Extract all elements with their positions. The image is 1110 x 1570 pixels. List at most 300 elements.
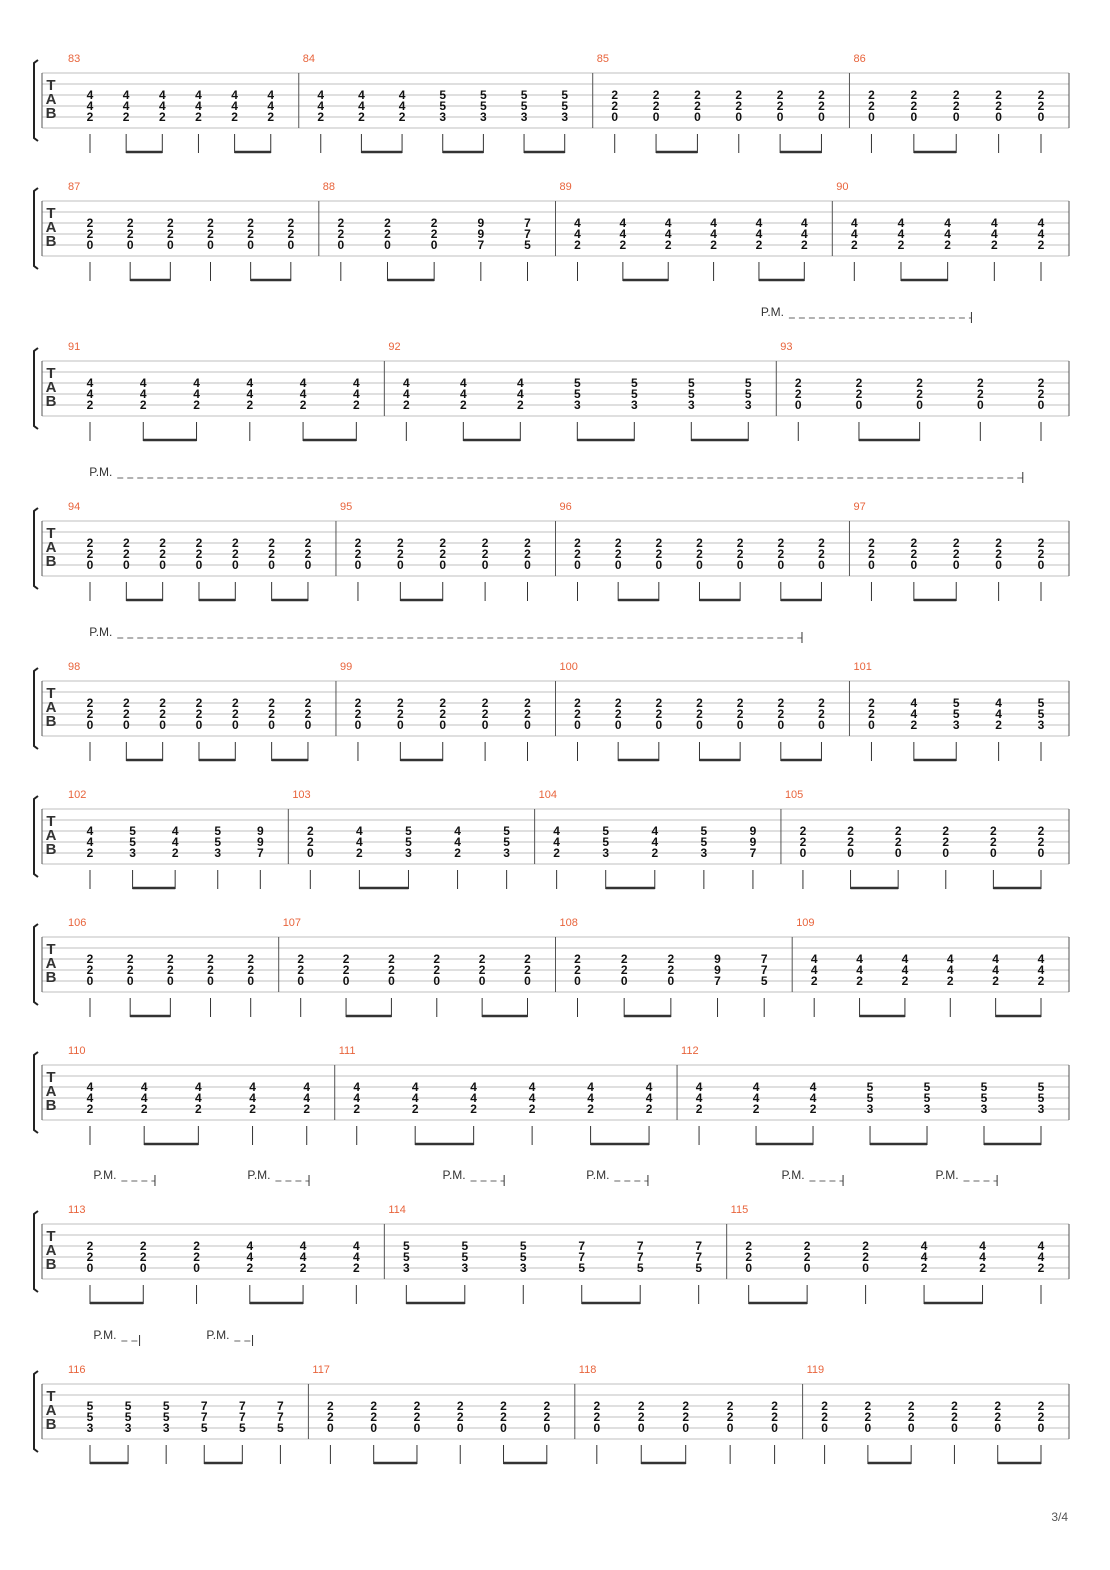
fret-number: 4 [619,227,627,241]
tab-clef-letter: B [45,1256,57,1273]
fret-number: 0 [126,238,134,252]
fret-number: 2 [847,835,854,849]
fret-number: 2 [86,536,94,550]
fret-number: 4 [809,1080,817,1094]
fret-number: 3 [687,398,695,412]
fret-number: 0 [910,558,918,572]
fret-number: 4 [249,1080,256,1094]
tab-clef-letter: B [45,969,57,986]
fret-number: 4 [352,387,360,401]
fret-number: 2 [976,376,984,390]
fret-number: 2 [726,1399,734,1413]
fret-number: 7 [200,1399,208,1413]
fret-number: 2 [397,547,404,561]
tab-clef-letter: B [45,1416,57,1433]
fret-number: 5 [439,99,447,113]
fret-number: 2 [593,1410,601,1424]
fret-number: 2 [193,1239,200,1253]
measure-number: 106 [68,917,87,929]
fret-number: 2 [818,547,825,561]
fret-number: 3 [129,846,136,860]
fret-number: 7 [277,1399,284,1413]
fret-number: 2 [268,547,275,561]
tab-clef-letter: A [45,379,57,396]
fret-number: 7 [636,1239,644,1253]
fret-number: 0 [847,846,854,860]
fret-number: 0 [620,974,628,988]
fret-number: 3 [405,846,412,860]
fret-number: 3 [980,1102,988,1116]
fret-number: 4 [86,387,94,401]
fret-number: 2 [167,963,174,977]
fret-number: 0 [611,110,619,124]
fret-number: 2 [777,547,785,561]
fret-number: 7 [695,1250,703,1264]
fret-number: 0 [478,974,486,988]
fret-number: 2 [413,1399,421,1413]
fret-number: 2 [553,846,560,860]
fret-number: 2 [354,547,362,561]
fret-number: 2 [868,696,875,710]
fret-number: 2 [246,398,254,412]
measure-number: 98 [68,661,81,673]
fret-number: 2 [304,536,312,550]
system-brace [34,668,38,749]
fret-number: 0 [439,558,447,572]
fret-number: 2 [159,536,166,550]
fret-number: 5 [277,1421,284,1435]
fret-number: 5 [602,824,610,838]
fret-number: 0 [894,846,902,860]
fret-number: 5 [405,835,412,849]
tab-clef-letter: T [46,685,56,702]
fret-number: 2 [528,1102,536,1116]
fret-number: 5 [1037,707,1045,721]
fret-number: 5 [866,1091,874,1105]
tab-clef-letter: B [45,1097,57,1114]
fret-number: 3 [86,1421,94,1435]
fret-number: 2 [910,718,918,732]
fret-number: 2 [159,696,166,710]
fret-number: 7 [477,238,485,252]
fret-number: 0 [995,558,1002,572]
fret-number: 0 [655,558,663,572]
fret-number: 2 [86,547,94,561]
fret-number: 4 [810,963,818,977]
fret-number: 2 [695,1102,703,1116]
fret-number: 2 [1037,376,1045,390]
fret-number: 4 [352,1250,360,1264]
fret-number: 2 [195,547,203,561]
fret-number: 4 [358,88,365,102]
fret-number: 0 [439,718,447,732]
fret-number: 4 [398,99,406,113]
fret-number: 2 [862,1239,869,1253]
fret-number: 0 [735,110,743,124]
fret-number: 2 [397,707,404,721]
fret-number: 2 [667,952,675,966]
fret-number: 2 [868,88,875,102]
fret-number: 2 [543,1410,551,1424]
fret-number: 5 [602,835,610,849]
fret-number: 2 [794,387,802,401]
fret-number: 2 [439,707,447,721]
fret-number: 2 [247,227,254,241]
fret-number: 2 [821,1410,828,1424]
fret-number: 4 [664,227,672,241]
palm-mute-label: P.M. [89,625,113,639]
fret-number: 3 [461,1261,469,1275]
fret-number: 2 [614,696,622,710]
palm-mute-label: P.M. [206,1328,230,1342]
fret-number: 2 [516,398,524,412]
fret-number: 2 [481,696,489,710]
tab-clef-letter: B [45,841,57,858]
fret-number: 4 [246,1239,254,1253]
fret-number: 5 [86,1410,94,1424]
fret-number: 2 [574,963,581,977]
tab-clef-letter: A [45,1402,57,1419]
fret-number: 2 [735,99,743,113]
fret-number: 4 [553,835,560,849]
fret-number: 0 [818,110,825,124]
fret-number: 5 [744,376,752,390]
fret-number: 0 [543,1421,551,1435]
fret-number: 2 [995,88,1002,102]
fret-number: 2 [736,696,744,710]
fret-number: 4 [901,952,909,966]
fret-number: 4 [664,216,672,230]
fret-number: 2 [818,99,825,113]
fret-number: 4 [920,1239,928,1253]
fret-number: 5 [405,824,412,838]
fret-number: 0 [994,1421,1002,1435]
fret-number: 4 [995,696,1002,710]
fret-number: 4 [402,376,410,390]
fret-number: 2 [847,824,854,838]
fret-number: 2 [976,387,984,401]
fret-number: 2 [397,536,404,550]
measure-number: 97 [853,501,866,513]
fret-number: 4 [944,216,951,230]
fret-number: 9 [256,824,264,838]
fret-number: 5 [461,1239,469,1253]
fret-number: 4 [992,963,999,977]
fret-number: 4 [402,387,410,401]
tab-clef-letter: T [46,365,56,382]
fret-number: 2 [587,1102,594,1116]
fret-number: 7 [760,952,768,966]
fret-number: 2 [667,963,675,977]
fret-number: 0 [86,718,94,732]
fret-number: 2 [1037,824,1045,838]
fret-number: 2 [951,1410,958,1424]
fret-number: 2 [231,536,239,550]
fret-number: 0 [247,238,254,252]
fret-number: 2 [818,707,825,721]
fret-number: 2 [850,238,858,252]
fret-number: 4 [856,952,863,966]
fret-number: 2 [1037,1399,1045,1413]
fret-number: 0 [736,718,744,732]
fret-number: 4 [516,387,524,401]
fret-number: 5 [573,376,581,390]
fret-number: 2 [655,547,663,561]
fret-number: 2 [122,707,130,721]
fret-number: 2 [299,398,307,412]
fret-number: 2 [304,547,312,561]
fret-number: 2 [86,963,94,977]
fret-number: 4 [86,88,94,102]
fret-number: 2 [384,227,391,241]
fret-number: 0 [524,558,531,572]
fret-number: 4 [574,227,581,241]
fret-number: 4 [267,88,275,102]
fret-number: 2 [304,707,312,721]
fret-number: 5 [402,1239,410,1253]
fret-number: 5 [744,387,752,401]
fret-number: 2 [193,1250,200,1264]
fret-number: 0 [231,718,239,732]
fret-number: 4 [619,216,627,230]
fret-number: 2 [856,974,863,988]
fret-number: 4 [897,216,905,230]
fret-number: 2 [910,547,918,561]
tab-clef-letter: A [45,1242,57,1259]
fret-number: 4 [910,707,918,721]
fret-number: 9 [749,835,757,849]
fret-number: 2 [267,110,275,124]
fret-number: 0 [952,558,960,572]
fret-number: 3 [519,1261,527,1275]
fret-number: 0 [304,558,312,572]
tab-clef-letter: A [45,955,57,972]
fret-number: 0 [855,398,863,412]
fret-number: 0 [574,974,581,988]
fret-number: 0 [682,1421,690,1435]
fret-number: 2 [195,1102,202,1116]
fret-number: 0 [195,718,203,732]
fret-number: 0 [777,718,785,732]
fret-number: 9 [477,227,485,241]
fret-number: 4 [231,88,238,102]
fret-number: 0 [868,110,875,124]
fret-number: 4 [86,1091,94,1105]
tab-clef-letter: T [46,205,56,222]
fret-number: 5 [866,1080,874,1094]
fret-number: 2 [897,238,905,252]
fret-number: 3 [520,110,528,124]
fret-number: 3 [402,1261,410,1275]
fret-number: 2 [1037,974,1045,988]
fret-number: 4 [752,1080,760,1094]
fret-number: 2 [456,1410,464,1424]
fret-number: 0 [413,1421,421,1435]
fret-number: 2 [1037,99,1045,113]
fret-number: 0 [337,238,345,252]
fret-number: 7 [238,1410,246,1424]
fret-number: 7 [200,1410,208,1424]
fret-number: 4 [231,99,238,113]
fret-number: 2 [696,707,703,721]
fret-number: 2 [637,1410,645,1424]
system-brace [34,508,38,589]
fret-number: 0 [574,558,581,572]
fret-number: 2 [159,707,166,721]
fret-number: 2 [1037,835,1045,849]
fret-number: 2 [398,110,406,124]
fret-number: 2 [1037,88,1045,102]
fret-number: 2 [430,227,438,241]
fret-number: 2 [122,547,130,561]
fret-number: 7 [578,1250,586,1264]
fret-number: 0 [990,846,997,860]
fret-number: 2 [655,707,663,721]
fret-number: 0 [159,718,166,732]
fret-number: 2 [86,1250,94,1264]
fret-number: 4 [1037,216,1045,230]
measure-number: 95 [339,501,353,513]
fret-number: 5 [86,1399,94,1413]
fret-number: 2 [86,216,94,230]
fret-number: 3 [744,398,752,412]
fret-number: 0 [122,558,130,572]
fret-number: 2 [771,1399,778,1413]
fret-number: 2 [430,216,438,230]
fret-number: 5 [480,99,487,113]
fret-number: 2 [433,952,441,966]
fret-number: 2 [342,952,350,966]
fret-number: 2 [86,707,94,721]
fret-number: 2 [818,536,825,550]
fret-number: 0 [306,846,314,860]
fret-number: 2 [140,1102,148,1116]
measure-number: 111 [338,1045,356,1057]
fret-number: 2 [574,707,581,721]
fret-number: 2 [126,227,134,241]
fret-number: 2 [247,952,255,966]
fret-number: 2 [303,1102,311,1116]
tab-clef-letter: T [46,941,56,958]
fret-number: 4 [299,376,307,390]
fret-number: 2 [167,952,174,966]
fret-number: 4 [574,216,581,230]
fret-number: 0 [1037,398,1045,412]
fret-number: 2 [979,1261,986,1275]
fret-number: 5 [124,1410,132,1424]
fret-number: 2 [794,376,802,390]
fret-number: 2 [818,696,825,710]
fret-number: 2 [247,963,255,977]
fret-number: 2 [337,216,345,230]
fret-number: 2 [809,1102,817,1116]
fret-number: 2 [942,835,950,849]
fret-number: 2 [818,88,825,102]
fret-number: 2 [664,238,672,252]
fret-number: 2 [574,547,581,561]
fret-number: 4 [553,824,560,838]
fret-number: 0 [696,718,703,732]
fret-number: 7 [578,1239,586,1253]
fret-number: 2 [574,238,581,252]
fret-number: 5 [503,835,510,849]
fret-number: 2 [1037,536,1045,550]
fret-number: 0 [86,1261,94,1275]
fret-number: 2 [195,696,203,710]
fret-number: 2 [637,1399,645,1413]
measure-number: 99 [339,661,353,673]
fret-number: 2 [524,707,531,721]
fret-number: 4 [710,227,717,241]
fret-number: 2 [354,696,362,710]
fret-number: 2 [352,398,360,412]
fret-number: 4 [1037,1250,1045,1264]
tab-clef-letter: B [45,553,57,570]
fret-number: 2 [122,110,130,124]
fret-number: 0 [696,558,703,572]
fret-number: 5 [503,824,510,838]
fret-number: 2 [470,1102,477,1116]
fret-number: 4 [454,835,461,849]
tab-clef-letter: A [45,219,57,236]
fret-number: 2 [907,1399,915,1413]
fret-number: 2 [247,216,254,230]
fret-number: 2 [166,216,174,230]
fret-number: 4 [352,376,360,390]
fret-number: 2 [524,696,531,710]
fret-number: 4 [317,99,325,113]
fret-number: 4 [752,1091,760,1105]
fret-number: 2 [439,536,447,550]
fret-number: 5 [162,1410,170,1424]
measure-number: 100 [559,661,578,673]
fret-number: 0 [247,974,255,988]
fret-number: 7 [749,846,757,860]
fret-number: 0 [397,718,404,732]
fret-number: 4 [86,376,94,390]
fret-number: 4 [193,376,200,390]
fret-number: 3 [561,110,569,124]
fret-number: 5 [980,1080,988,1094]
fret-number: 2 [614,707,622,721]
fret-number: 0 [327,1421,334,1435]
tab-clef-letter: T [46,813,56,830]
fret-number: 0 [777,558,785,572]
fret-number: 0 [304,718,312,732]
fret-number: 2 [994,1410,1002,1424]
fret-number: 2 [126,216,134,230]
fret-number: 2 [868,536,875,550]
fret-number: 2 [207,227,214,241]
fret-number: 9 [714,963,721,977]
fret-number: 4 [299,1239,307,1253]
fret-number: 3 [214,846,222,860]
fret-number: 3 [866,1102,874,1116]
fret-number: 2 [306,824,314,838]
fret-number: 5 [520,88,528,102]
fret-number: 4 [139,376,147,390]
fret-number: 5 [214,835,222,849]
fret-number: 3 [952,718,960,732]
fret-number: 4 [850,216,858,230]
fret-number: 3 [480,110,487,124]
fret-number: 0 [354,718,362,732]
fret-number: 2 [158,110,166,124]
fret-number: 2 [910,536,918,550]
fret-number: 4 [411,1091,419,1105]
fret-number: 2 [1037,238,1045,252]
fret-number: 2 [337,227,345,241]
